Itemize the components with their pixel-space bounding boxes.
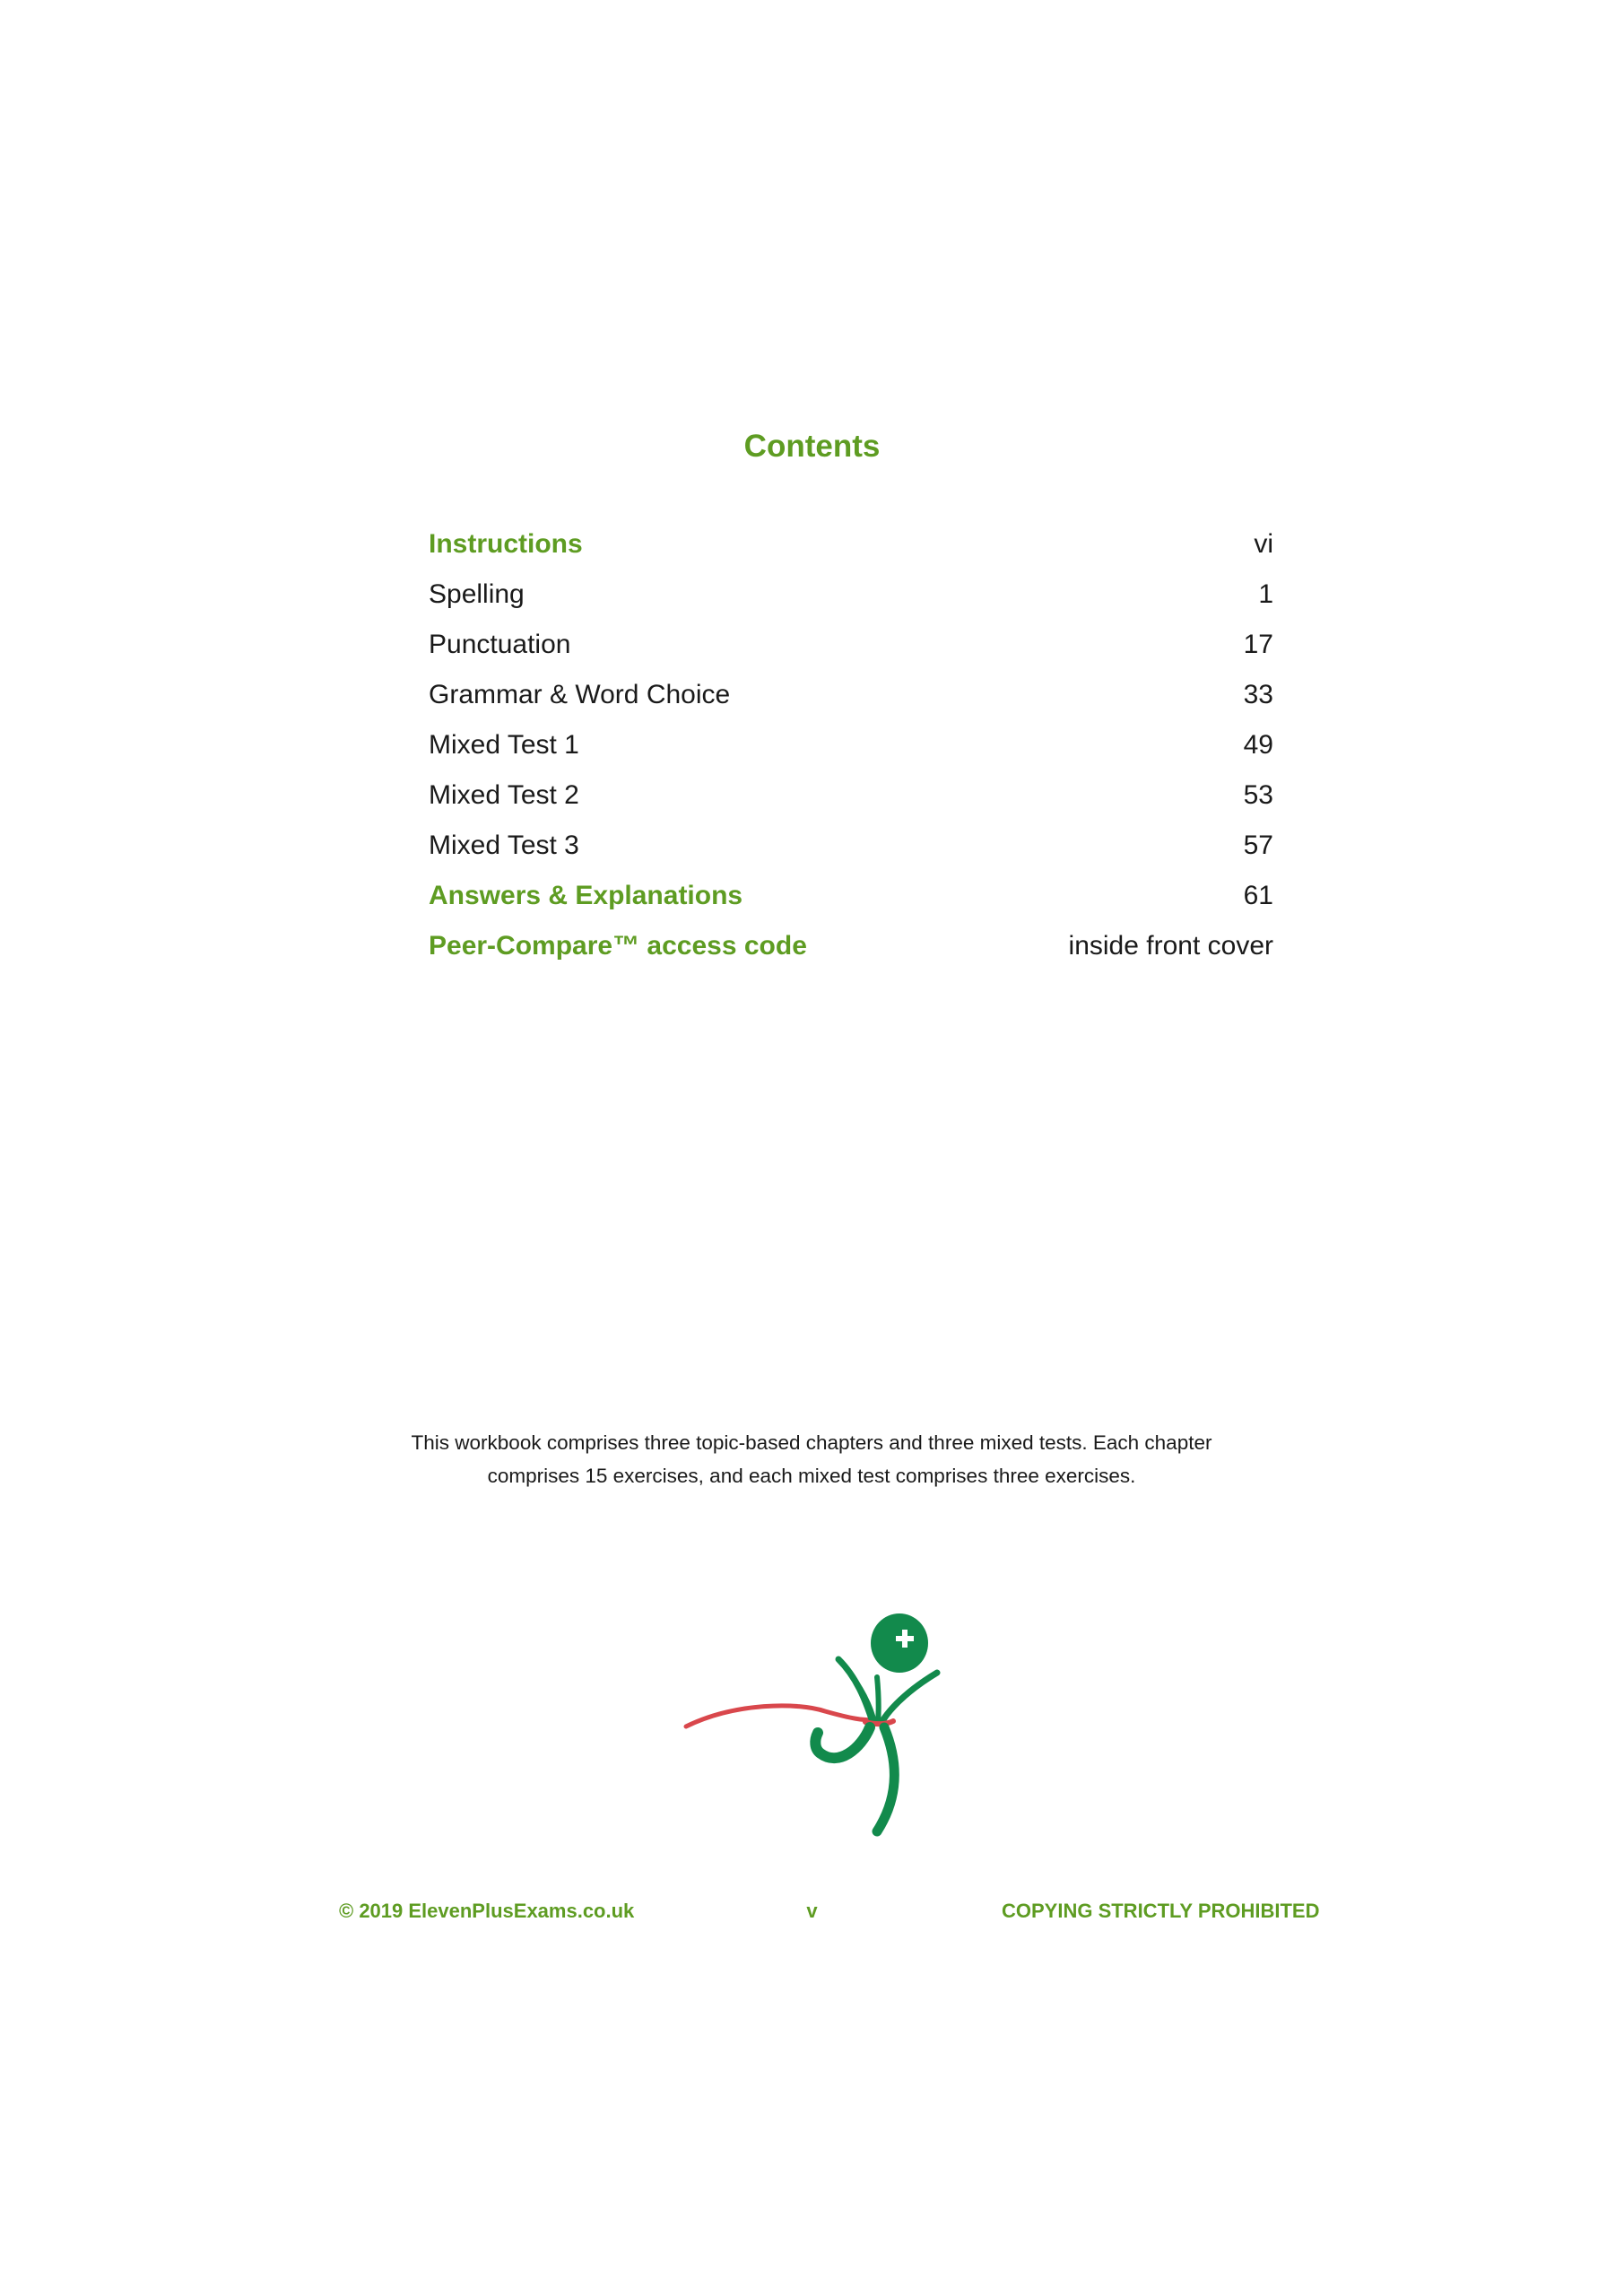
toc-label: Peer-Compare™ access code [429, 931, 807, 961]
table-of-contents [429, 527, 1273, 979]
footer-notice: COPYING STRICTLY PROHIBITED [1002, 1900, 1320, 1922]
toc-label: Grammar & Word Choice [429, 680, 731, 709]
runner-logo-icon [682, 1596, 951, 1839]
toc-row-mixed-test-2 [429, 778, 1273, 829]
toc-label: Mixed Test 2 [429, 780, 579, 810]
toc-page-number: inside front cover [1068, 931, 1273, 961]
toc-page-number: vi [1254, 529, 1273, 559]
note-line: This workbook comprises three topic-based chapters and three mixed tests. Each chapter [411, 1431, 1212, 1454]
toc-label: Instructions [429, 529, 583, 559]
toc-label: Mixed Test 3 [429, 831, 579, 860]
footer-page-number: v [806, 1900, 818, 1922]
workbook-note [341, 1426, 1282, 1492]
toc-row-instructions [429, 527, 1273, 578]
toc-row-grammar [429, 678, 1273, 728]
page-title: Contents [743, 429, 881, 464]
toc-page-number: 53 [1243, 780, 1273, 810]
toc-label: Answers & Explanations [429, 881, 743, 910]
toc-row-punctuation [429, 628, 1273, 678]
toc-row-answers [429, 879, 1273, 929]
toc-row-mixed-test-1 [429, 728, 1273, 778]
toc-page-number: 17 [1243, 630, 1273, 659]
toc-row-spelling [429, 578, 1273, 628]
toc-page-number: 1 [1258, 579, 1273, 609]
toc-page-number: 33 [1243, 680, 1273, 709]
toc-label: Mixed Test 1 [429, 730, 579, 760]
toc-row-mixed-test-3 [429, 829, 1273, 879]
toc-label: Punctuation [429, 630, 571, 659]
toc-label: Spelling [429, 579, 525, 609]
note-line: comprises 15 exercises, and each mixed test comprises three exercises. [487, 1465, 1136, 1487]
footer-copyright: © 2019 ElevenPlusExams.co.uk [339, 1900, 635, 1922]
toc-page-number: 61 [1243, 881, 1273, 910]
toc-page-number: 57 [1243, 831, 1273, 860]
toc-page-number: 49 [1243, 730, 1273, 760]
toc-row-peer-compare [429, 929, 1273, 979]
